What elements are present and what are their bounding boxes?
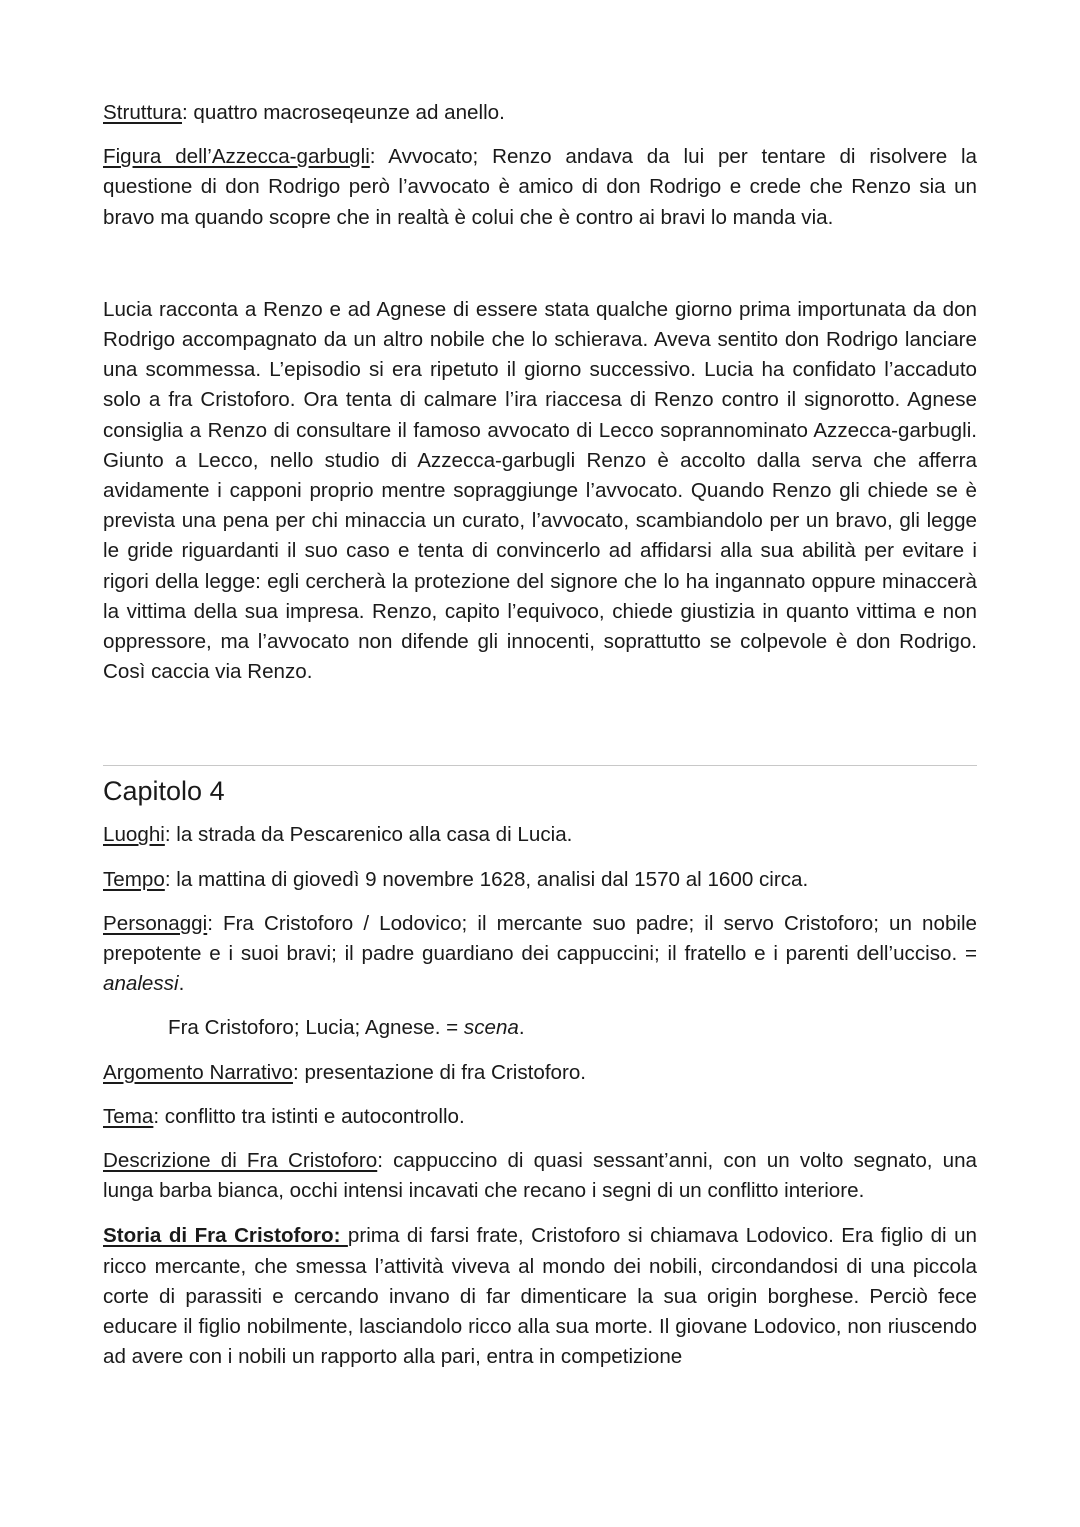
- struttura-paragraph: [103, 98, 977, 128]
- tempo-paragraph: [103, 865, 977, 895]
- luoghi-paragraph: [103, 820, 977, 850]
- tema-label: Tema: [103, 1104, 154, 1128]
- struttura-label: Struttura: [103, 101, 182, 124]
- argomento-paragraph: [103, 1058, 977, 1088]
- riassunto-paragraph: Lucia racconta a Renzo e ad Agnese di essere stata qualche giorno prima importunata da don Rodrigo accompagnato da un altro nobile che lo schierava. Aveva sentito don Rodrigo lanciare una scommessa. L’episodio si era ripetuto il giorno successivo. Lucia ha confidato l’accaduto solo a fra Cristoforo. Ora tenta di calmare l’ira riaccesa di Renzo contro il signorotto. Agnese consiglia a Renzo di consultare il famoso avvocato di Lecco soprannominato Azzecca-garbugli. Giunto a Lecco, nello studio di Azzecca-garbugli Renzo è accolto dalla serva che afferra avidamente i capponi proprio mentre sopraggiunge l’avvocato. Quando Renzo gli chiede se è prevista una pena per chi minaccia un curato, l’avvocato, scambiandolo per un bravo, gli legge le gride riguardanti il suo caso e tenta di convincerlo ad affidarsi alla sua abilità per evitare i rigori della legge: egli cercherà la protezione del signore che lo ha ingannato oppure minaccerà la vittima della sua impresa. Renzo, capito l’equivoco, chiede giustizia in quanto vittima e non oppressore, ma l’avvocato non difende gli innocenti, soprattutto se colpevole è don Rodrigo. Così caccia via Renzo.: [103, 297, 977, 684]
- storia-paragraph: [103, 1221, 977, 1372]
- scena-paragraph: [103, 1013, 977, 1043]
- personaggi-label: Personaggi: [103, 911, 208, 935]
- tempo-text: : la mattina di giovedì 9 novembre 1628, analisi dal 1570 al 1600 circa.: [164, 867, 809, 891]
- personaggi-tag: analessi: [103, 972, 179, 996]
- storia-text: prima di farsi frate, Cristoforo si chiamava Lodovico. Era figlio di un ricco mercante, che smessa l’attività viveva al mondo dei nobili, circondandosi di una piccola corte di parassiti e cercando invano di far dimenticare la sua origin borghese. Perciò fece educare il figlio nobilmente, lasciandolo ricco alla sua morte. Il giovane Lodovico, non riuscendo ad avere con i nobili un rapporto alla pari, entra in competizione: [103, 1224, 977, 1369]
- argomento-text: : presentazione di fra Cristoforo.: [293, 1060, 587, 1084]
- personaggi-end: .: [178, 972, 185, 996]
- azzecca-label: Figura dell’Azzecca-garbugli: [103, 145, 370, 169]
- luoghi-text: : la strada da Pescarenico alla casa di Lucia.: [164, 823, 573, 847]
- tema-paragraph: [103, 1102, 977, 1132]
- descrizione-paragraph: [103, 1146, 977, 1206]
- storia-label: Storia di Fra Cristoforo:: [103, 1224, 348, 1248]
- document-page: [103, 98, 977, 1373]
- scena-tag: scena: [463, 1016, 519, 1040]
- personaggi-text: : Fra Cristoforo / Lodovico; il mercante suo padre; il servo Cristoforo; un nobile prepotente e i suoi bravi; il padre guardiano dei cappuccini; il fratello e i parenti dell’ucciso. =: [103, 911, 977, 966]
- tempo-label: Tempo: [103, 867, 165, 891]
- personaggi-paragraph: [103, 909, 977, 1000]
- descrizione-text: : cappuccino di quasi sessant’anni, con un volto segnato, una lunga barba bianca, occhi intensi incavati che recano i segni di un conflitto interiore.: [103, 1149, 978, 1203]
- blank-space: [103, 233, 977, 295]
- tema-text: : conflitto tra istinti e autocontrollo.: [153, 1104, 465, 1128]
- azzecca-paragraph: [103, 142, 977, 233]
- azzecca-text: : Avvocato; Renzo andava da lui per tentare di risolvere la questione di don Rodrigo però l’avvocato è amico di don Rodrigo e crede che Renzo sia un bravo ma quando scopre che in realtà è colui che è contro ai bravi lo manda via.: [103, 145, 977, 229]
- section-divider: [103, 765, 977, 766]
- descrizione-label: Descrizione di Fra Cristoforo: [103, 1149, 378, 1173]
- struttura-text: : quattro macroseqeunze ad anello.: [181, 101, 505, 124]
- scena-text: Fra Cristoforo; Lucia; Agnese. =: [168, 1016, 464, 1040]
- argomento-label: Argomento Narrativo: [103, 1060, 293, 1084]
- luoghi-label: Luoghi: [103, 823, 165, 847]
- scena-end: .: [518, 1016, 525, 1040]
- chapter-heading: Capitolo 4: [103, 776, 225, 807]
